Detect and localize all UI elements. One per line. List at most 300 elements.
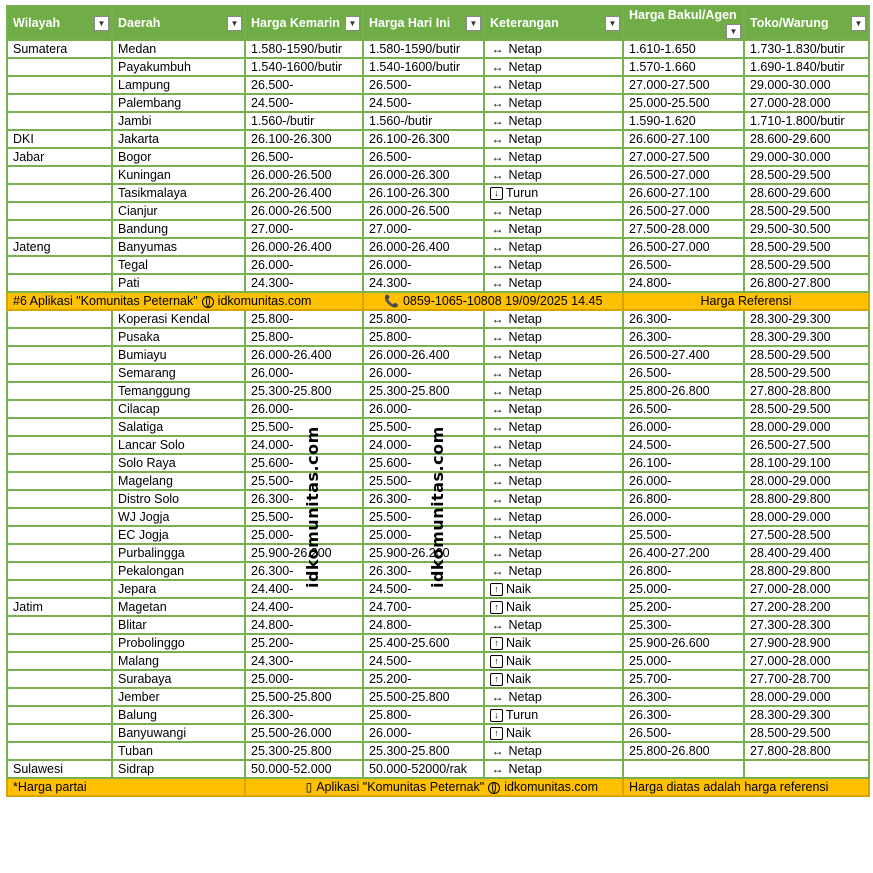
cell-harga-hari-ini: 24.500- [363, 652, 484, 670]
cell-keterangan [484, 148, 623, 166]
left-right-arrow-icon: ↔ [491, 114, 504, 128]
cell-daerah: Pekalongan [112, 562, 245, 580]
status-label: Netap [508, 564, 542, 578]
cell-harga-hari-ini: 24.500- [363, 94, 484, 112]
cell-harga-kemarin: 26.200-26.400 [245, 184, 363, 202]
cell-harga-kemarin: 1.540-1600/butir [245, 58, 363, 76]
cell-keterangan [484, 670, 623, 688]
cell-harga-kemarin: 25.900-26.200 [245, 544, 363, 562]
status-label: Netap [508, 312, 542, 326]
status-label: Netap [508, 474, 542, 488]
left-right-arrow-icon: ↔ [491, 420, 504, 434]
cell-harga-kemarin: 1.580-1590/butir [245, 40, 363, 58]
cell-harga-bakul: 26.500-27.400 [623, 346, 744, 364]
status-label: Turun [506, 186, 539, 200]
cell-harga-hari-ini: 25.800- [363, 328, 484, 346]
column-header-label: Keterangan [490, 16, 559, 30]
status-label: Netap [508, 618, 542, 632]
up-arrow-box-icon: ↑ [490, 655, 503, 668]
cell-wilayah [7, 634, 112, 652]
cell-harga-bakul: 26.500-27.000 [623, 238, 744, 256]
table-row [7, 112, 869, 130]
left-right-arrow-icon: ↔ [491, 204, 504, 218]
status-label: Netap [508, 258, 542, 272]
left-right-arrow-icon: ↔ [491, 78, 504, 92]
cell-keterangan [484, 364, 623, 382]
cell-wilayah [7, 580, 112, 598]
cell-harga-kemarin: 26.000- [245, 400, 363, 418]
cell-toko-warung: 28.800-29.800 [744, 490, 869, 508]
table-row [7, 670, 869, 688]
cell-daerah: Surabaya [112, 670, 245, 688]
status-label: Netap [508, 132, 542, 146]
cell-harga-bakul: 26.600-27.100 [623, 130, 744, 148]
cell-harga-kemarin: 24.400- [245, 580, 363, 598]
column-header-label: Harga Kemarin [251, 16, 340, 30]
cell-harga-hari-ini: 26.100-26.300 [363, 184, 484, 202]
cell-harga-bakul: 26.000- [623, 472, 744, 490]
left-right-arrow-icon: ↔ [491, 438, 504, 452]
price-sheet [6, 5, 868, 797]
cell-keterangan [484, 508, 623, 526]
cell-harga-kemarin: 24.300- [245, 274, 363, 292]
status-label: Naik [506, 600, 532, 614]
cell-harga-bakul: 24.500- [623, 436, 744, 454]
globe-icon [202, 296, 214, 308]
column-header[interactable] [484, 6, 623, 40]
table-row [7, 760, 869, 778]
header-row [7, 6, 869, 40]
cell-toko-warung: 26.800-27.800 [744, 274, 869, 292]
footer-app-info [245, 778, 623, 796]
cell-toko-warung: 28.000-29.000 [744, 418, 869, 436]
cell-toko-warung: 28.500-29.500 [744, 238, 869, 256]
cell-toko-warung: 1.710-1.800/butir [744, 112, 869, 130]
cell-wilayah [7, 328, 112, 346]
cell-keterangan [484, 526, 623, 544]
cell-wilayah [7, 544, 112, 562]
left-right-arrow-icon: ↔ [491, 222, 504, 236]
cell-harga-hari-ini: 24.800- [363, 616, 484, 634]
cell-daerah: Solo Raya [112, 454, 245, 472]
cell-harga-bakul: 25.700- [623, 670, 744, 688]
table-row [7, 688, 869, 706]
cell-keterangan [484, 652, 623, 670]
cell-daerah: Jakarta [112, 130, 245, 148]
cell-wilayah [7, 184, 112, 202]
column-header-label: Harga Bakul/Agen [629, 8, 737, 22]
cell-wilayah: Jatim [7, 598, 112, 616]
cell-wilayah [7, 346, 112, 364]
status-label: Netap [508, 492, 542, 506]
column-header-label: Toko/Warung [750, 16, 829, 30]
band-contact [363, 292, 623, 310]
cell-toko-warung: 27.000-28.000 [744, 652, 869, 670]
column-header[interactable] [363, 6, 484, 40]
cell-toko-warung: 28.500-29.500 [744, 724, 869, 742]
dropdown-filter-icon[interactable]: ▼ [94, 16, 109, 31]
cell-harga-kemarin: 25.300-25.800 [245, 382, 363, 400]
cell-keterangan [484, 724, 623, 742]
cell-harga-hari-ini: 26.500- [363, 148, 484, 166]
cell-toko-warung: 27.500-28.500 [744, 526, 869, 544]
cell-wilayah [7, 202, 112, 220]
cell-daerah: Distro Solo [112, 490, 245, 508]
cell-toko-warung: 28.800-29.800 [744, 562, 869, 580]
watermark-left: idkomunitas.com [303, 426, 322, 588]
cell-keterangan [484, 76, 623, 94]
status-label: Naik [506, 726, 532, 740]
band-app-label: #6 Aplikasi "Komunitas Peternak" [13, 294, 198, 308]
left-right-arrow-icon: ↔ [491, 618, 504, 632]
left-right-arrow-icon: ↔ [491, 240, 504, 254]
left-right-arrow-icon: ↔ [491, 546, 504, 560]
cell-harga-kemarin: 26.000-26.500 [245, 166, 363, 184]
cell-harga-bakul: 27.000-27.500 [623, 148, 744, 166]
cell-harga-hari-ini: 26.000-26.400 [363, 346, 484, 364]
cell-keterangan [484, 382, 623, 400]
status-label: Netap [508, 96, 542, 110]
cell-harga-bakul: 26.500- [623, 256, 744, 274]
cell-toko-warung [744, 760, 869, 778]
cell-wilayah [7, 418, 112, 436]
cell-harga-bakul: 26.600-27.100 [623, 184, 744, 202]
status-label: Netap [508, 744, 542, 758]
cell-toko-warung: 28.500-29.500 [744, 400, 869, 418]
cell-harga-bakul: 26.300- [623, 706, 744, 724]
cell-keterangan [484, 598, 623, 616]
cell-wilayah [7, 670, 112, 688]
cell-toko-warung: 27.300-28.300 [744, 616, 869, 634]
left-right-arrow-icon: ↔ [491, 366, 504, 380]
phone-icon: 📞 [384, 294, 399, 308]
left-right-arrow-icon: ↔ [491, 456, 504, 470]
cell-keterangan [484, 562, 623, 580]
cell-toko-warung: 26.500-27.500 [744, 436, 869, 454]
status-label: Netap [508, 42, 542, 56]
cell-daerah: Salatiga [112, 418, 245, 436]
up-arrow-box-icon: ↑ [490, 637, 503, 650]
cell-wilayah [7, 112, 112, 130]
cell-harga-kemarin: 26.000-26.400 [245, 346, 363, 364]
cell-keterangan [484, 454, 623, 472]
cell-daerah: Probolinggo [112, 634, 245, 652]
left-right-arrow-icon: ↔ [491, 276, 504, 290]
table-row [7, 364, 869, 382]
left-right-arrow-icon: ↔ [491, 96, 504, 110]
cell-keterangan [484, 202, 623, 220]
cell-toko-warung: 29.000-30.000 [744, 148, 869, 166]
cell-harga-kemarin: 26.100-26.300 [245, 130, 363, 148]
cell-harga-bakul: 26.000- [623, 418, 744, 436]
cell-daerah: Magelang [112, 472, 245, 490]
cell-harga-bakul: 25.000-25.500 [623, 94, 744, 112]
cell-harga-bakul: 25.000- [623, 652, 744, 670]
cell-harga-hari-ini: 25.300-25.800 [363, 742, 484, 760]
band-website: idkomunitas.com [217, 294, 312, 308]
status-label: Netap [508, 150, 542, 164]
cell-harga-bakul: 25.500- [623, 526, 744, 544]
status-label: Netap [508, 240, 542, 254]
cell-harga-hari-ini: 26.000- [363, 400, 484, 418]
cell-daerah: Kuningan [112, 166, 245, 184]
cell-harga-hari-ini: 26.000-26.500 [363, 202, 484, 220]
cell-harga-bakul: 26.400-27.200 [623, 544, 744, 562]
cell-harga-kemarin: 25.800- [245, 328, 363, 346]
cell-daerah: Cilacap [112, 400, 245, 418]
cell-harga-bakul: 25.900-26.600 [623, 634, 744, 652]
cell-harga-kemarin: 25.000- [245, 670, 363, 688]
cell-wilayah: DKI [7, 130, 112, 148]
cell-keterangan [484, 616, 623, 634]
cell-toko-warung: 28.000-29.000 [744, 688, 869, 706]
cell-harga-bakul: 26.500- [623, 724, 744, 742]
cell-wilayah [7, 220, 112, 238]
cell-harga-bakul: 25.800-26.800 [623, 742, 744, 760]
table-row [7, 598, 869, 616]
status-label: Netap [508, 420, 542, 434]
dropdown-filter-icon[interactable]: ▼ [466, 16, 481, 31]
cell-keterangan [484, 760, 623, 778]
cell-harga-bakul: 26.300- [623, 310, 744, 328]
cell-daerah: Malang [112, 652, 245, 670]
cell-toko-warung: 27.200-28.200 [744, 598, 869, 616]
cell-harga-hari-ini: 25.300-25.800 [363, 382, 484, 400]
cell-daerah: Tuban [112, 742, 245, 760]
cell-toko-warung: 27.000-28.000 [744, 580, 869, 598]
left-right-arrow-icon: ↔ [491, 60, 504, 74]
column-header[interactable] [7, 6, 112, 40]
cell-harga-kemarin: 1.560-/butir [245, 112, 363, 130]
cell-keterangan [484, 130, 623, 148]
cell-harga-hari-ini: 24.700- [363, 598, 484, 616]
left-right-arrow-icon: ↔ [491, 330, 504, 344]
status-label: Netap [508, 276, 542, 290]
cell-wilayah [7, 454, 112, 472]
cell-toko-warung: 28.600-29.600 [744, 130, 869, 148]
table-row [7, 256, 869, 274]
cell-daerah: Medan [112, 40, 245, 58]
cell-keterangan [484, 238, 623, 256]
cell-harga-hari-ini: 26.300- [363, 562, 484, 580]
cell-harga-kemarin: 26.300- [245, 562, 363, 580]
cell-harga-hari-ini: 1.580-1590/butir [363, 40, 484, 58]
column-header-label: Harga Hari Ini [369, 16, 451, 30]
left-right-arrow-icon: ↔ [491, 744, 504, 758]
cell-daerah: EC Jogja [112, 526, 245, 544]
column-header[interactable] [112, 6, 245, 40]
cell-daerah: Purbalingga [112, 544, 245, 562]
cell-harga-hari-ini: 25.500- [363, 418, 484, 436]
cell-wilayah: Jabar [7, 148, 112, 166]
table-row [7, 742, 869, 760]
cell-harga-hari-ini: 26.000- [363, 364, 484, 382]
status-label: Netap [508, 330, 542, 344]
status-label: Netap [508, 384, 542, 398]
left-right-arrow-icon: ↔ [491, 312, 504, 326]
footer-website: idkomunitas.com [504, 780, 598, 794]
cell-harga-hari-ini: 24.300- [363, 274, 484, 292]
cell-wilayah [7, 508, 112, 526]
left-right-arrow-icon: ↔ [491, 168, 504, 182]
cell-keterangan [484, 436, 623, 454]
column-header[interactable] [245, 6, 363, 40]
cell-toko-warung: 28.000-29.000 [744, 472, 869, 490]
cell-harga-bakul: 26.500-27.000 [623, 202, 744, 220]
dropdown-filter-icon[interactable]: ▼ [227, 16, 242, 31]
cell-harga-kemarin: 25.000- [245, 526, 363, 544]
cell-toko-warung: 28.500-29.500 [744, 166, 869, 184]
left-right-arrow-icon: ↔ [491, 492, 504, 506]
left-right-arrow-icon: ↔ [491, 150, 504, 164]
cell-wilayah [7, 274, 112, 292]
cell-harga-bakul: 26.000- [623, 508, 744, 526]
cell-toko-warung: 28.500-29.500 [744, 346, 869, 364]
cell-harga-hari-ini: 25.500-25.800 [363, 688, 484, 706]
watermark-right: idkomunitas.com [428, 426, 447, 588]
status-label: Netap [508, 222, 542, 236]
up-arrow-box-icon: ↑ [490, 727, 503, 740]
cell-harga-kemarin: 24.000- [245, 436, 363, 454]
cell-daerah: Banyumas [112, 238, 245, 256]
cell-daerah: Pusaka [112, 328, 245, 346]
dropdown-filter-icon[interactable]: ▼ [345, 16, 360, 31]
cell-toko-warung: 29.000-30.000 [744, 76, 869, 94]
cell-daerah: Palembang [112, 94, 245, 112]
cell-keterangan [484, 472, 623, 490]
cell-wilayah [7, 724, 112, 742]
cell-keterangan [484, 580, 623, 598]
cell-keterangan [484, 58, 623, 76]
cell-harga-bakul: 26.500- [623, 400, 744, 418]
cell-daerah: Balung [112, 706, 245, 724]
cell-daerah: Lampung [112, 76, 245, 94]
globe-icon [488, 782, 500, 794]
cell-harga-hari-ini: 50.000-52000/rak [363, 760, 484, 778]
cell-harga-hari-ini: 26.000-26.300 [363, 166, 484, 184]
cell-wilayah [7, 400, 112, 418]
cell-daerah: Payakumbuh [112, 58, 245, 76]
cell-harga-bakul: 26.800- [623, 490, 744, 508]
table-row [7, 40, 869, 58]
cell-keterangan [484, 418, 623, 436]
table-row [7, 328, 869, 346]
info-band-row [7, 292, 869, 310]
cell-wilayah [7, 562, 112, 580]
cell-harga-bakul: 26.500-27.000 [623, 166, 744, 184]
cell-harga-kemarin: 25.500- [245, 418, 363, 436]
cell-daerah: Sidrap [112, 760, 245, 778]
cell-harga-kemarin: 25.600- [245, 454, 363, 472]
mobile-app-icon: ▯ [305, 780, 313, 794]
cell-wilayah [7, 652, 112, 670]
cell-wilayah [7, 166, 112, 184]
column-header[interactable] [623, 6, 744, 40]
table-row [7, 166, 869, 184]
table-row [7, 202, 869, 220]
column-header[interactable] [744, 6, 869, 40]
cell-harga-hari-ini: 26.500- [363, 76, 484, 94]
cell-toko-warung: 1.690-1.840/butir [744, 58, 869, 76]
table-row [7, 220, 869, 238]
status-label: Netap [508, 510, 542, 524]
cell-harga-hari-ini: 25.800- [363, 310, 484, 328]
status-label: Turun [506, 708, 539, 722]
table-row [7, 94, 869, 112]
cell-harga-hari-ini: 25.500- [363, 472, 484, 490]
cell-wilayah [7, 472, 112, 490]
table-row [7, 400, 869, 418]
status-label: Netap [508, 690, 542, 704]
cell-harga-kemarin: 24.300- [245, 652, 363, 670]
cell-harga-kemarin: 27.000- [245, 220, 363, 238]
table-row [7, 616, 869, 634]
cell-harga-bakul: 26.100- [623, 454, 744, 472]
cell-wilayah: Sumatera [7, 40, 112, 58]
cell-harga-hari-ini: 27.000- [363, 220, 484, 238]
cell-harga-hari-ini: 25.800- [363, 706, 484, 724]
cell-wilayah [7, 706, 112, 724]
dropdown-filter-icon[interactable]: ▼ [851, 16, 866, 31]
cell-harga-hari-ini: 25.900-26.200 [363, 544, 484, 562]
cell-toko-warung: 29.500-30.500 [744, 220, 869, 238]
cell-daerah: Pati [112, 274, 245, 292]
cell-keterangan [484, 706, 623, 724]
cell-daerah: Banyuwangi [112, 724, 245, 742]
cell-harga-bakul: 1.610-1.650 [623, 40, 744, 58]
cell-daerah: Bogor [112, 148, 245, 166]
up-arrow-box-icon: ↑ [490, 601, 503, 614]
dropdown-filter-icon[interactable]: ▼ [726, 24, 741, 39]
cell-wilayah: Jateng [7, 238, 112, 256]
cell-harga-hari-ini: 26.000-26.400 [363, 238, 484, 256]
cell-daerah: WJ Jogja [112, 508, 245, 526]
table-row [7, 724, 869, 742]
cell-daerah: Jambi [112, 112, 245, 130]
cell-harga-kemarin: 26.500- [245, 76, 363, 94]
cell-wilayah [7, 490, 112, 508]
cell-keterangan [484, 400, 623, 418]
cell-daerah: Blitar [112, 616, 245, 634]
cell-harga-bakul: 26.300- [623, 328, 744, 346]
cell-harga-hari-ini: 25.000- [363, 526, 484, 544]
cell-wilayah [7, 58, 112, 76]
cell-daerah: Temanggung [112, 382, 245, 400]
cell-harga-bakul: 27.000-27.500 [623, 76, 744, 94]
cell-toko-warung: 27.000-28.000 [744, 94, 869, 112]
cell-wilayah [7, 688, 112, 706]
cell-daerah: Tegal [112, 256, 245, 274]
table-row [7, 130, 869, 148]
status-label: Netap [508, 114, 542, 128]
down-arrow-box-icon: ↓ [490, 187, 503, 200]
cell-keterangan [484, 328, 623, 346]
status-label: Naik [506, 654, 532, 668]
cell-harga-bakul: 26.500- [623, 364, 744, 382]
dropdown-filter-icon[interactable]: ▼ [605, 16, 620, 31]
cell-harga-kemarin: 25.800- [245, 310, 363, 328]
status-label: Netap [508, 348, 542, 362]
left-right-arrow-icon: ↔ [491, 510, 504, 524]
cell-toko-warung: 27.800-28.800 [744, 742, 869, 760]
cell-wilayah [7, 382, 112, 400]
cell-wilayah [7, 364, 112, 382]
left-right-arrow-icon: ↔ [491, 348, 504, 362]
down-arrow-box-icon: ↓ [490, 709, 503, 722]
cell-harga-kemarin: 25.300-25.800 [245, 742, 363, 760]
status-label: Netap [508, 438, 542, 452]
cell-harga-hari-ini: 25.400-25.600 [363, 634, 484, 652]
